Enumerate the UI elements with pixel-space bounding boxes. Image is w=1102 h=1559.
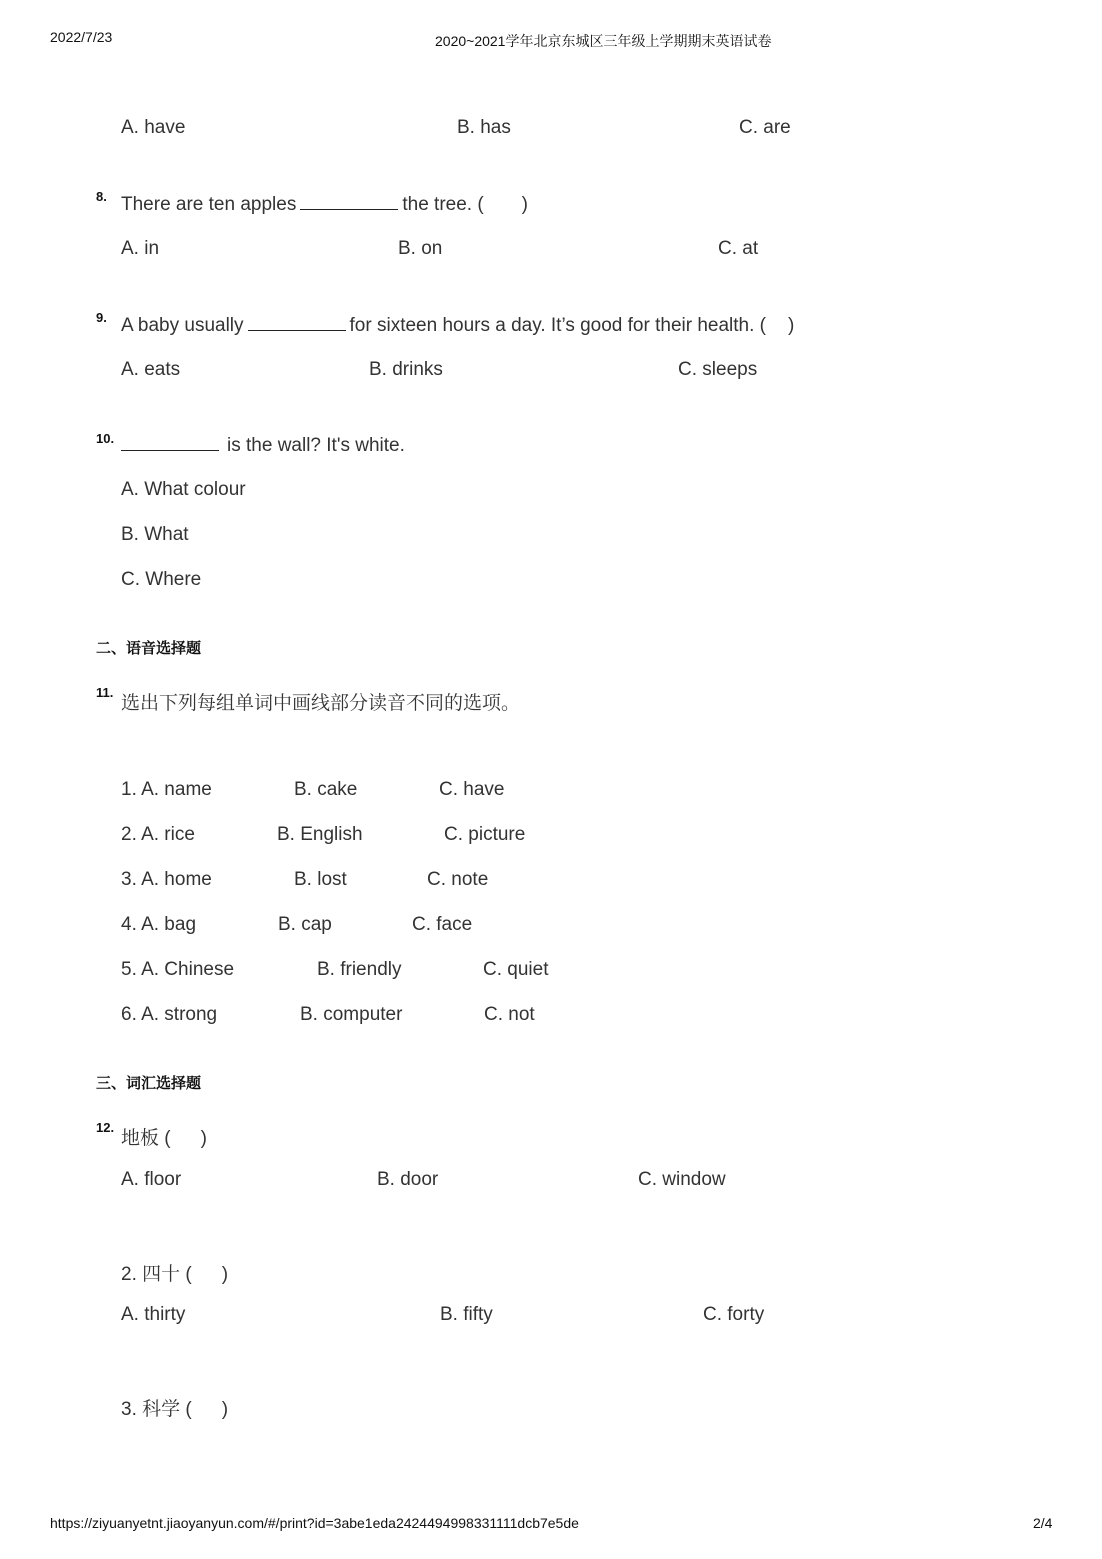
q12-sub1-option-a: A. floor: [121, 1169, 182, 1190]
q11-row-6-b: B. computer: [300, 1004, 403, 1025]
q12-sub2-option-b: B. fifty: [440, 1304, 493, 1325]
q10-option-a: A. What colour: [121, 479, 246, 500]
question-number: 9.: [96, 310, 107, 325]
q11-row-6-c: C. not: [484, 1004, 535, 1025]
q12-sub3-stem: [121, 1394, 228, 1421]
question-number: 10.: [96, 431, 115, 446]
q11-row-4-a: 4. A. bag: [121, 914, 197, 935]
section-title-phonetics: 二、语音选择题: [96, 640, 202, 657]
question-number: 12.: [96, 1120, 115, 1135]
q12-sub1-stem: [121, 1123, 207, 1150]
close-paren: ): [788, 315, 795, 336]
q7-option-b: B. has: [457, 117, 511, 138]
close-paren: ): [521, 194, 528, 215]
q12-sub1-option-b: B. door: [377, 1169, 439, 1190]
q11-row-3-c: C. note: [427, 869, 489, 890]
stem-text-before: There are ten apples: [121, 194, 297, 215]
close-paren: ): [221, 1264, 229, 1285]
question-stem: 选出下列每组单词中画线部分读音不同的选项。: [121, 693, 521, 714]
q12-sub2-option-a: A. thirty: [121, 1304, 186, 1325]
q11-row-1-a: 1. A. name: [121, 779, 212, 800]
q11-row-4-b: B. cap: [278, 914, 332, 935]
stem-text: 地板 (: [121, 1128, 171, 1149]
q7-option-c: C. are: [739, 117, 791, 138]
q10-option-c: C. Where: [121, 569, 202, 590]
q11-row-5-c: C. quiet: [483, 959, 549, 980]
question-stem: [121, 434, 405, 457]
q9-option-c: C. sleeps: [678, 359, 758, 380]
question-stem: [121, 314, 794, 337]
q8-option-b: B. on: [398, 238, 443, 259]
q10-option-b: B. What: [121, 524, 189, 545]
stem-text-after: is the wall? It's white.: [227, 435, 405, 456]
q11-row-2-c: C. picture: [444, 824, 526, 845]
stem-text-after: for sixteen hours a day. It’s good for their health. (: [349, 315, 767, 336]
q11-row-3-b: B. lost: [294, 869, 347, 890]
question-number: 8.: [96, 189, 107, 204]
answer-blank: [248, 314, 346, 331]
footer-url[interactable]: https://ziyuanyetnt.jiaoyanyun.com/#/print?id=3abe1eda2424494998331111dcb7e5de: [50, 1515, 579, 1531]
document-title: 2020~2021学年北京东城区三年级上学期期末英语试卷: [435, 33, 772, 49]
q8-option-a: A. in: [121, 238, 160, 259]
q11-row-2-a: 2. A. rice: [121, 824, 195, 845]
stem-text: 3. 科学 (: [121, 1399, 192, 1420]
page-number: 2/4: [1033, 1515, 1053, 1531]
q11-row-1-b: B. cake: [294, 779, 358, 800]
answer-blank: [300, 193, 398, 210]
q12-sub2-option-c: C. forty: [703, 1304, 765, 1325]
stem-text: 2. 四十 (: [121, 1264, 192, 1285]
q7-option-a: A. have: [121, 117, 186, 138]
print-date: 2022/7/23: [50, 29, 113, 45]
q11-row-2-b: B. English: [277, 824, 363, 845]
q11-row-4-c: C. face: [412, 914, 473, 935]
close-paren: ): [221, 1399, 229, 1420]
q11-row-5-a: 5. A. Chinese: [121, 959, 235, 980]
q9-option-a: A. eats: [121, 359, 181, 380]
q12-sub1-option-c: C. window: [638, 1169, 726, 1190]
q8-option-c: C. at: [718, 238, 759, 259]
question-stem: [121, 193, 528, 216]
q11-row-6-a: 6. A. strong: [121, 1004, 218, 1025]
stem-text-before: A baby usually: [121, 315, 244, 336]
question-number: 11.: [96, 685, 114, 700]
q12-sub2-stem: [121, 1259, 228, 1286]
close-paren: ): [200, 1128, 207, 1149]
section-title-vocabulary: 三、词汇选择题: [96, 1075, 202, 1092]
q11-row-1-c: C. have: [439, 779, 505, 800]
q11-row-3-a: 3. A. home: [121, 869, 212, 890]
answer-blank: [121, 434, 219, 451]
q11-row-5-b: B. friendly: [317, 959, 402, 980]
q9-option-b: B. drinks: [369, 359, 443, 380]
stem-text-after: the tree. (: [402, 194, 484, 215]
